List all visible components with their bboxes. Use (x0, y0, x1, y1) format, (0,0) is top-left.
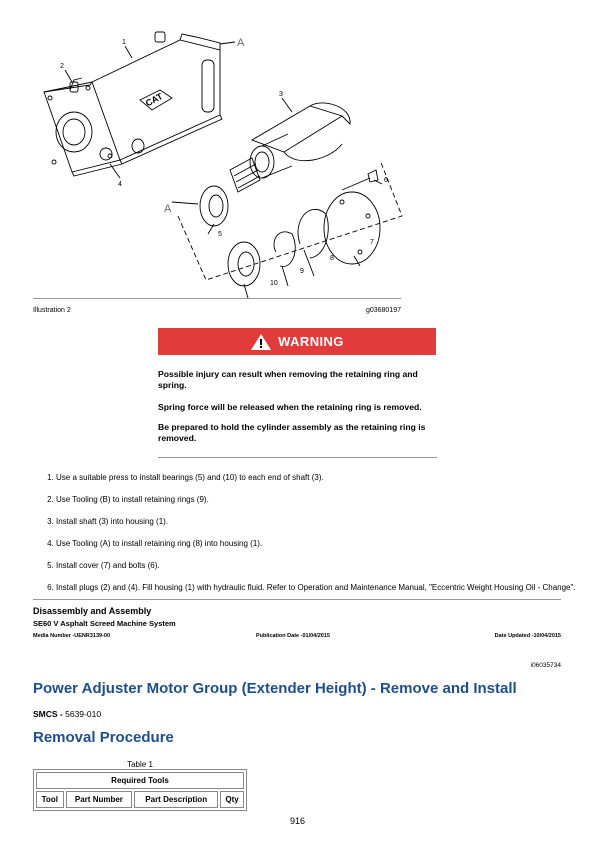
callout-8: 8 (330, 255, 334, 262)
callout-5: 5 (218, 231, 222, 238)
illustration-caption: Illustration 2 (33, 307, 71, 314)
illustration-ref-id: g03680197 (365, 307, 401, 314)
procedure-title: Power Adjuster Motor Group (Extender Height) - Remove and Install (33, 680, 517, 697)
callout-6: 6 (384, 177, 388, 184)
section-rule (33, 599, 561, 600)
required-tools-table (33, 769, 247, 811)
retaining-ring-9-drawing (274, 232, 295, 267)
procedure-steps (40, 472, 576, 604)
cover-7-drawing (324, 192, 380, 264)
table-caption: Table 1 (127, 760, 153, 769)
warning-label: WARNING (278, 334, 344, 349)
step-6: 6. Install plugs (2) and (4). Fill housing (1) with hydraulic fluid. Refer to Operation and Maintenance Manual, "Eccentric Weight Housing Oil - Change". (56, 582, 576, 593)
caption-rule (33, 298, 401, 299)
step-5: 5. Install cover (7) and bolts (6). (56, 560, 576, 571)
warning-line-2: Spring force will be released when the retaining ring is removed. (158, 402, 422, 412)
cat-logo: CAT (143, 91, 165, 109)
warning-line-3: Be prepared to hold the cylinder assembly as the retaining ring is removed. (158, 422, 426, 443)
callout-7: 7 (370, 239, 374, 246)
warning-banner (158, 328, 436, 355)
date-updated: Date Updated -10/04/2015 (494, 633, 561, 639)
warning-rule (158, 457, 437, 458)
smcs-code (33, 709, 101, 719)
page-number: 916 (289, 816, 306, 826)
col-header-part-number: Part Number (66, 791, 133, 808)
step-1: 1. Use a suitable press to install bearings (5) and (10) to each end of shaft (3). (56, 472, 576, 483)
bearing-5-drawing (200, 186, 228, 226)
document-id: i06035734 (530, 662, 561, 669)
callout-4: 4 (118, 181, 122, 188)
housing-drawing (44, 32, 222, 176)
callout-9: 9 (300, 268, 304, 275)
retaining-ring-8-drawing (298, 209, 328, 258)
publication-date: Publication Date -01/04/2015 (256, 633, 330, 639)
step-2: 2. Use Tooling (B) to install retaining rings (9). (56, 494, 576, 505)
shaft-drawing (230, 103, 350, 192)
col-header-part-description: Part Description (134, 791, 218, 808)
smcs-label: SMCS - (33, 709, 66, 719)
table-title: Required Tools (36, 772, 244, 789)
meta-subtitle: SE60 V Asphalt Screed Machine System (33, 619, 176, 628)
callout-10: 10 (270, 280, 278, 287)
warning-triangle-icon (250, 333, 272, 351)
callout-2: 2 (60, 63, 64, 70)
section-mark-a-top: A (237, 37, 245, 49)
bolt-6-drawing (342, 178, 370, 190)
callout-3: 3 (279, 91, 283, 98)
col-header-qty: Qty (220, 791, 244, 808)
exploded-parts-illustration (30, 20, 430, 300)
step-3: 3. Install shaft (3) into housing (1). (56, 516, 576, 527)
section-mark-a-bottom: A (164, 203, 172, 215)
col-header-tool: Tool (36, 791, 64, 808)
warning-line-1: Possible injury can result when removing the retaining ring and spring. (158, 369, 418, 390)
removal-heading: Removal Procedure (33, 729, 174, 746)
callout-1: 1 (122, 39, 126, 46)
media-number: Media Number -UENR3139-00 (33, 633, 111, 639)
smcs-value: 5639-010 (65, 709, 102, 719)
step-4: 4. Use Tooling (A) to install retaining ring (8) into housing (1). (56, 538, 576, 549)
meta-title: Disassembly and Assembly (33, 606, 152, 616)
